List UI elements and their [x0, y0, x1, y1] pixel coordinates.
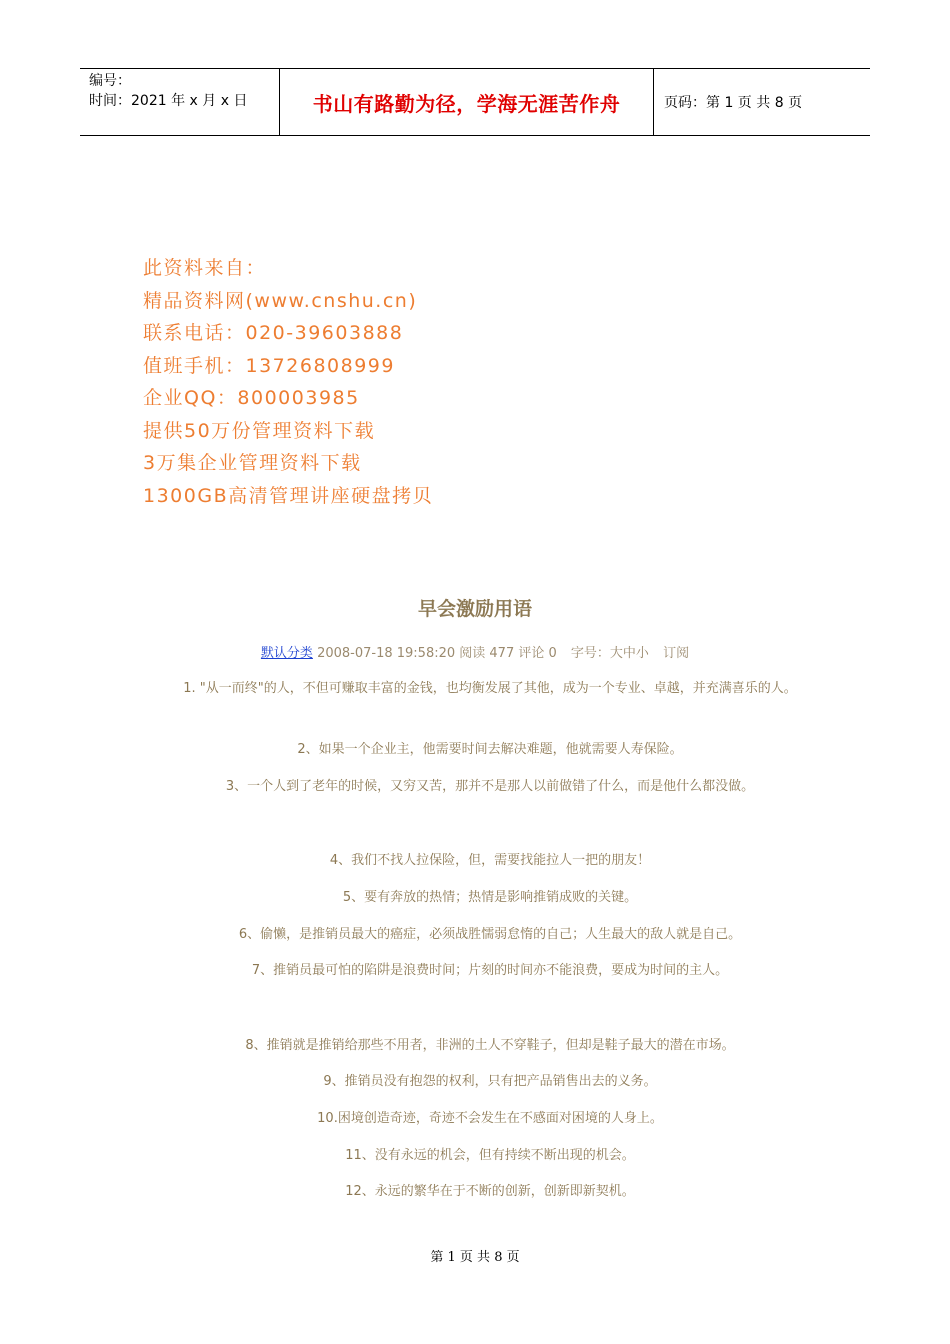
paragraph: 8、推销就是推销给那些不用者，非洲的土人不穿鞋子，但却是鞋子最大的潜在市场。	[245, 1038, 735, 1053]
header-table	[80, 68, 870, 136]
promo-line: 精品资料网(www.cnshu.cn)	[143, 289, 418, 312]
footer-page-number: 第 1 页 共 8 页	[430, 1250, 520, 1265]
paragraph: 9、推销员没有抱怨的权利，只有把产品销售出去的义务。	[323, 1074, 657, 1089]
paragraph: 11、没有永远的机会，但有持续不断出现的机会。	[345, 1148, 635, 1163]
paragraph: 7、推销员最可怕的陷阱是浪费时间；片刻的时间亦不能浪费，要成为时间的主人。	[251, 963, 729, 978]
header-page-cell	[654, 69, 870, 135]
paragraph: 5、要有奔放的热情；热情是影响推销成败的关键。	[342, 890, 638, 905]
promo-line: 提供50万份管理资料下载	[143, 419, 376, 442]
category-link[interactable]: 默认分类	[260, 646, 313, 661]
promo-line: 联系电话：020-39603888	[143, 322, 404, 344]
paragraph: 2、如果一个企业主，他需要时间去解决难题，他就需要人寿保险。	[297, 742, 683, 757]
paragraph: 6、偷懒，是推销员最大的癌症，必须战胜懦弱怠惰的自己；人生最大的敌人就是自己。	[238, 927, 742, 942]
post-datetime: 2008-07-18 19:58:20	[317, 646, 456, 661]
header-motto-cell	[280, 69, 654, 135]
header-left-cell	[80, 69, 280, 135]
comment-count: 评论 0	[518, 646, 557, 661]
read-count: 阅读 477	[459, 646, 515, 661]
promo-line: 3万集企业管理资料下载	[143, 452, 362, 474]
promo-line: 企业QQ：800003985	[143, 387, 360, 409]
paragraph: 3、一个人到了老年的时候，又穷又苦，那并不是那人以前做错了什么，而是他什么都没做。	[225, 779, 755, 794]
article-title: 早会激励用语	[417, 598, 532, 620]
promo-line: 1300GB高清管理讲座硬盘拷贝	[143, 484, 434, 507]
promo-line: 此资料来自：	[143, 257, 267, 279]
paragraph: 12、永远的繁华在于不断的创新，创新即新契机。	[345, 1184, 635, 1199]
paragraph: 4、我们不找人拉保险，但，需要找能拉人一把的朋友！	[329, 853, 651, 868]
promo-line: 值班手机：13726808999	[143, 354, 395, 377]
paragraph: 10.困境创造奇迹，奇迹不会发生在不感面对困境的人身上。	[317, 1111, 663, 1126]
time-label: 时间：2021 年 x 月 x 日	[89, 93, 248, 109]
page-info: 页码：第 1 页 共 8 页	[664, 95, 803, 111]
paragraph: 1. "从一而终"的人，不但可赚取丰富的金钱，也均衡发展了其他，成为一个专业、卓越，并充满喜乐的人。	[183, 681, 797, 696]
font-size-options[interactable]: 字号：大中小	[570, 646, 649, 661]
motto: 书山有路勤为径，学海无涯苦作舟	[312, 91, 621, 116]
subscribe-link[interactable]: 订阅	[663, 646, 690, 661]
number-label: 编号：	[89, 73, 131, 89]
article-meta	[0, 642, 950, 661]
promo-block	[143, 252, 433, 512]
